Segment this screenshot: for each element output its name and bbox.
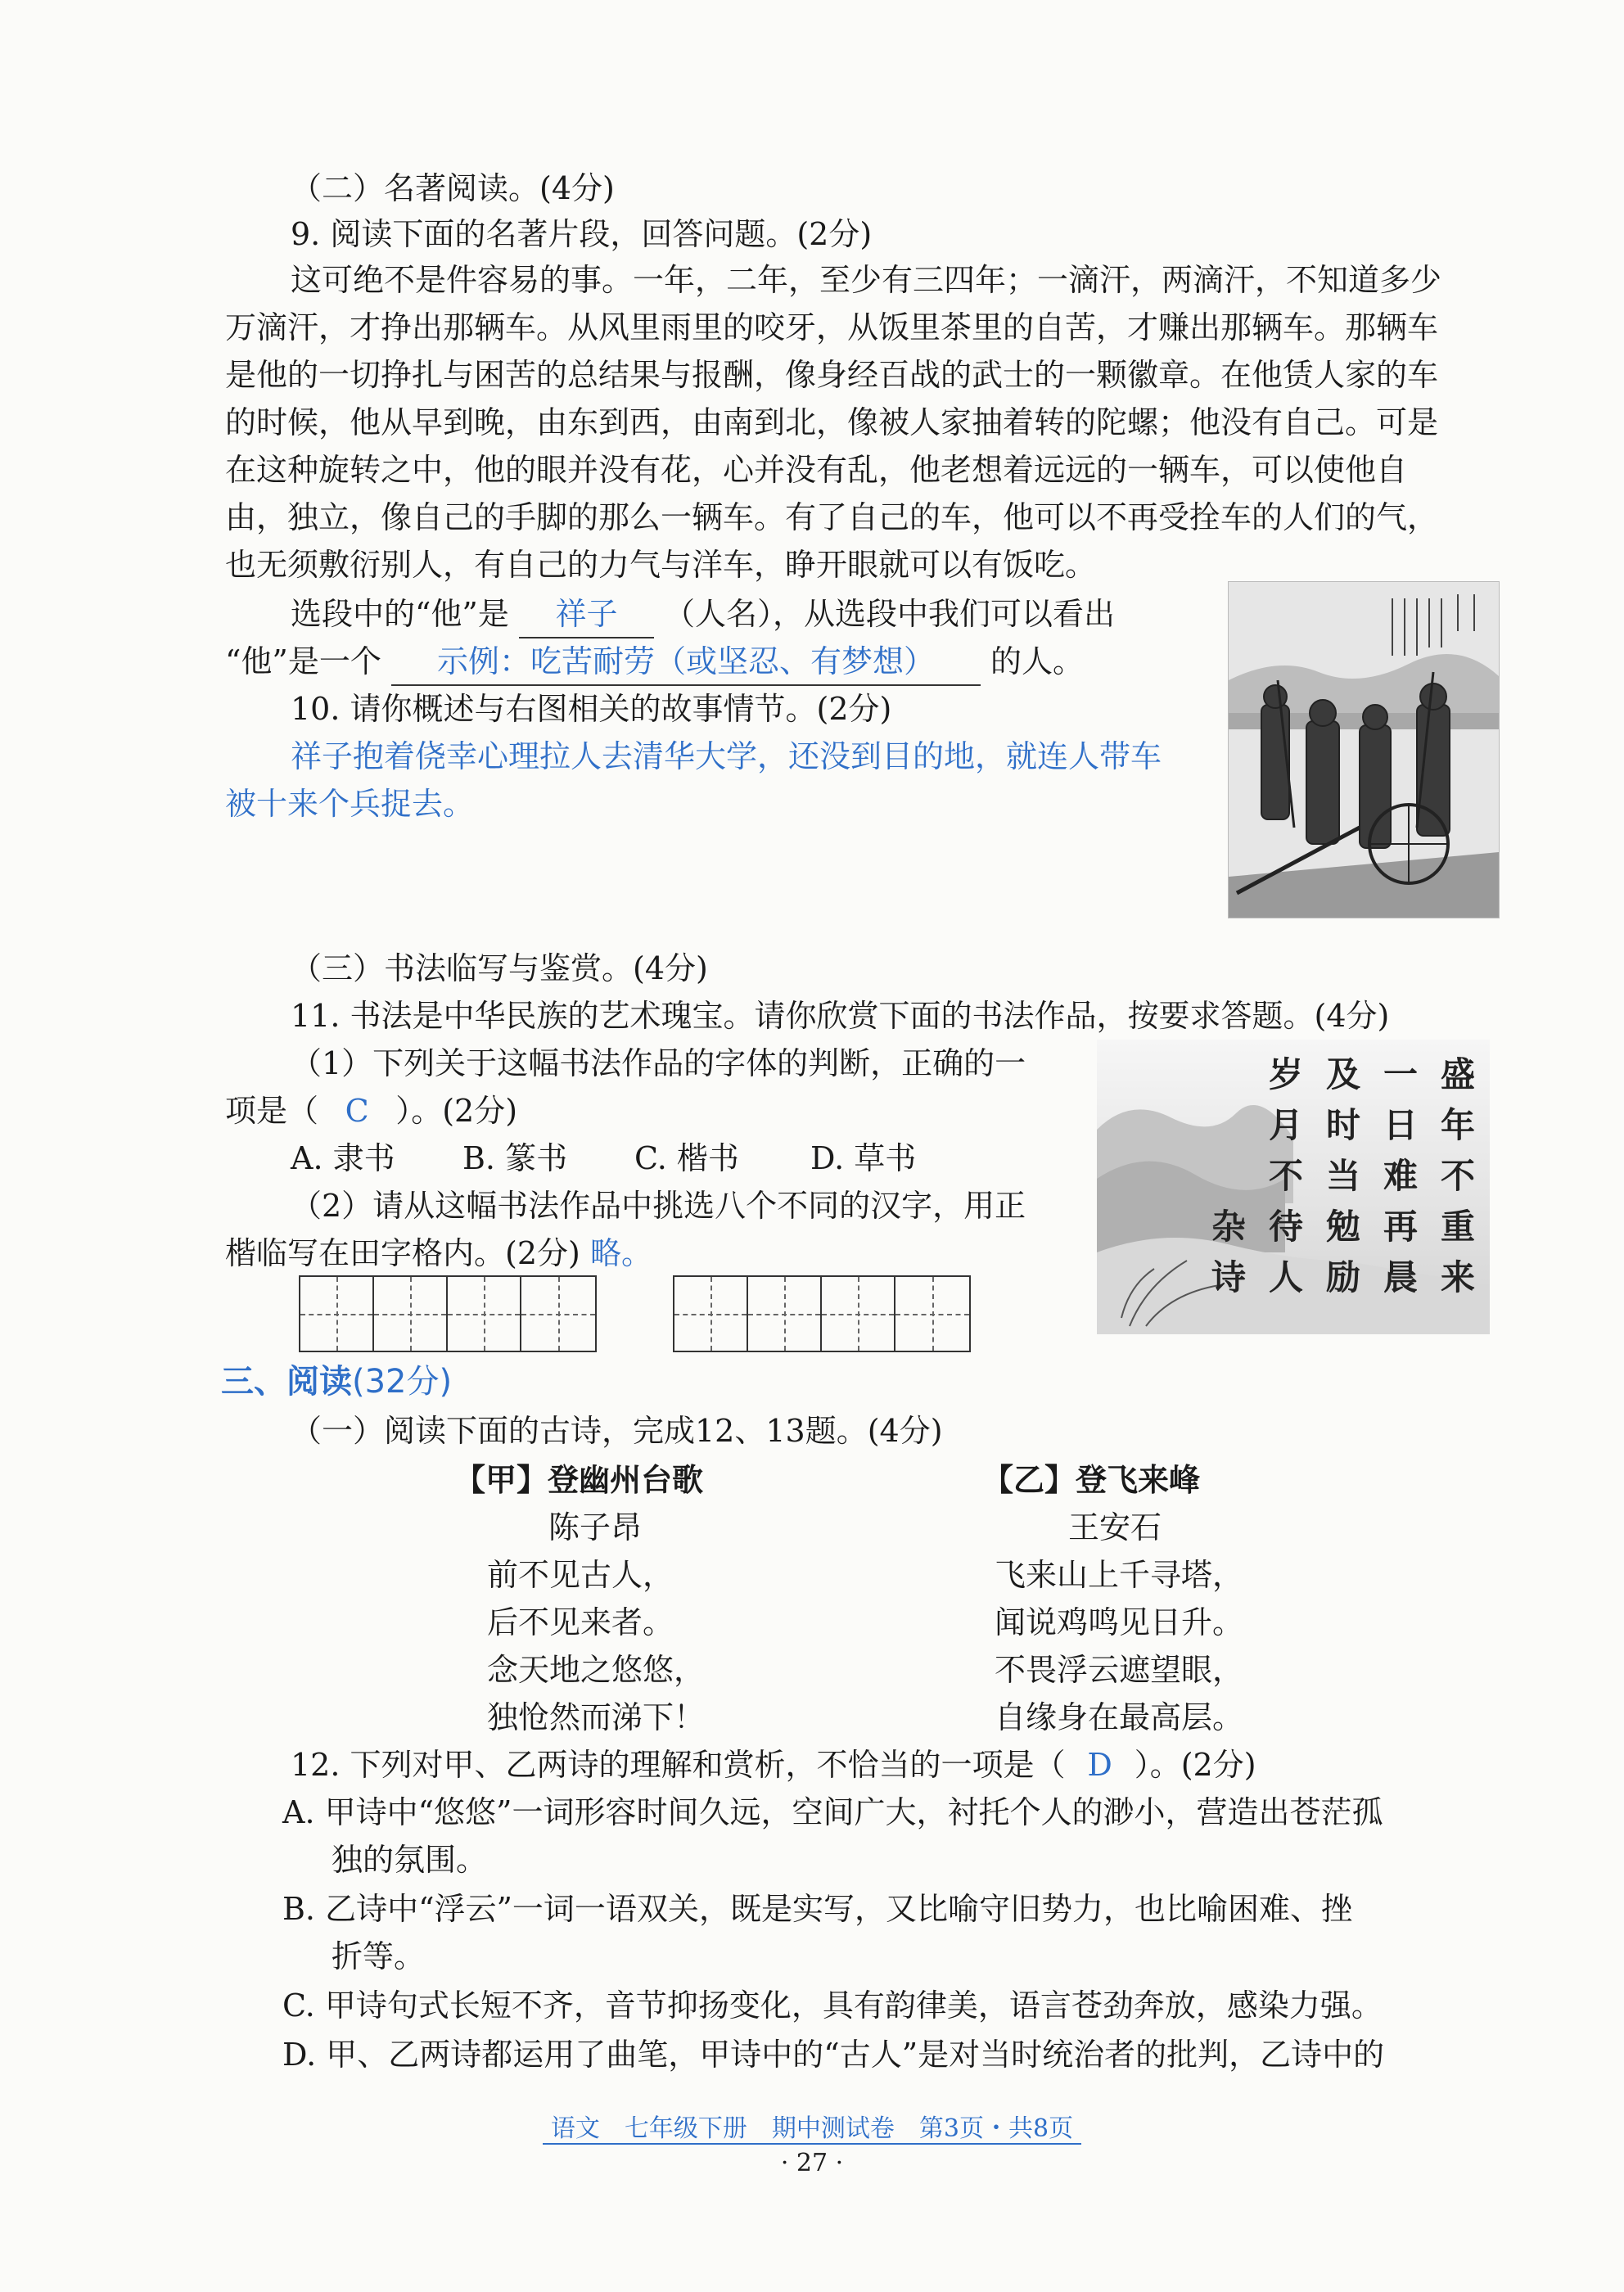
passage-line: 这可绝不是件容易的事。一年，二年，至少有三四年；一滴汗，两滴汗，不知道多少 [291, 262, 1442, 298]
part-3-title: 三、阅读 [221, 1363, 352, 1401]
q11-options [291, 1135, 916, 1181]
q11-1-answer: C [345, 1093, 369, 1129]
grid-cell[interactable] [374, 1277, 448, 1351]
question-11-2-line1: （2）请从这幅书法作品中挑选八个不同的汉字，用正 [291, 1188, 1026, 1224]
passage-line: 是他的一切挣扎与困苦的总结果与报酬，像身经百战的武士的一颗徽章。在他赁人家的车 [225, 357, 1439, 393]
q9b-answer: 示例：吃苦耐劳（或坚忍、有梦想） [391, 638, 981, 686]
calligraphy-char: 人 [1269, 1257, 1304, 1297]
calligraphy-char: 励 [1326, 1257, 1361, 1297]
grid-cell[interactable] [748, 1277, 822, 1351]
part-3-heading [221, 1359, 452, 1405]
passage-line: 也无须敷衍别人，有自己的力气与洋车，睁开眼就可以有饭吃。 [225, 547, 1097, 583]
grid-cell[interactable] [674, 1277, 748, 1351]
grid-cell[interactable] [448, 1277, 521, 1351]
calligraphy-signature: 诗 [1211, 1257, 1247, 1297]
option-d: D. 草书 [810, 1140, 917, 1176]
q12-option-a: A. 甲诗中“悠悠”一词形容时间久远，空间广大，衬托个人的渺小，营造出苍茫孤 [282, 1794, 1383, 1830]
poem-a-line: 后不见来者。 [487, 1604, 674, 1640]
q10-answer-line: 祥子抱着侥幸心理拉人去清华大学，还没到目的地，就连人带车 [291, 738, 1162, 774]
calligraphy-char: 月 [1269, 1105, 1304, 1145]
poem-b-author: 王安石 [1068, 1509, 1162, 1545]
passage-line: 的时候，他从早到晚，由东到西，由南到北，像被人家抽着转的陀螺；他没有自己。可是 [225, 404, 1439, 440]
grid-cell[interactable] [822, 1277, 895, 1351]
passage-line: 在这种旋转之中，他的眼并没有花，心并没有乱，他老想着远远的一辆车，可以使他自 [225, 452, 1408, 488]
poem-a-line: 念天地之悠悠， [487, 1652, 706, 1688]
calligraphy-char: 盛 [1441, 1054, 1476, 1094]
calligraphy-char: 日 [1383, 1105, 1419, 1145]
q9b-suffix: 的人。 [990, 643, 1085, 679]
calligraphy-char: 勉 [1326, 1207, 1361, 1247]
poem-a-title: 【甲】登幽州台歌 [454, 1462, 704, 1498]
question-11-1-line2 [225, 1088, 517, 1134]
option-b: B. 篆书 [462, 1140, 568, 1176]
grid-cell[interactable] [300, 1277, 374, 1351]
passage-line: 万滴汗，才挣出那辆车。从风里雨里的咬牙，从饭里茶里的自苦，才赚出那辆车。那辆车 [225, 309, 1439, 345]
q11-1-suffix: ）。(2分) [395, 1093, 518, 1129]
calligraphy-char: 重 [1441, 1207, 1476, 1247]
calligraphy-artwork [1097, 1040, 1490, 1334]
q12-option-b-cont: 折等。 [332, 1938, 426, 1974]
option-a: A. 隶书 [291, 1140, 395, 1176]
question-9-part-b [225, 638, 1084, 686]
q11-2-text: 楷临写在田字格内。(2分) [225, 1235, 580, 1271]
section-heading-famous-works: （二）名著阅读。(4分) [291, 170, 615, 206]
story-illustration [1228, 581, 1500, 918]
q12-prefix: 12. 下列对甲、乙两诗的理解和赏析，不恰当的一项是（ [291, 1747, 1066, 1783]
tianzige-grid-left[interactable] [299, 1275, 597, 1352]
q12-answer: D [1087, 1747, 1112, 1783]
calligraphy-char: 不 [1441, 1156, 1476, 1196]
q11-1-prefix: 项是（ [225, 1093, 319, 1129]
calligraphy-char: 再 [1383, 1207, 1419, 1247]
option-c: C. 楷书 [634, 1140, 739, 1176]
calligraphy-char: 岁 [1269, 1054, 1304, 1094]
calligraphy-char: 当 [1326, 1156, 1361, 1196]
q9b-prefix: “他”是一个 [225, 643, 381, 679]
q12-suffix: ）。(2分) [1134, 1747, 1256, 1783]
poem-a-author: 陈子昂 [548, 1509, 643, 1545]
calligraphy-char: 一 [1383, 1054, 1419, 1094]
q12-option-a-cont: 独的氛围。 [332, 1842, 488, 1878]
calligraphy-char: 年 [1441, 1105, 1476, 1145]
section-heading-calligraphy: （三）书法临写与鉴赏。(4分) [291, 950, 708, 986]
q12-option-b: B. 乙诗中“浮云”一词一语双关，既是实写，又比喻守旧势力，也比喻困难、挫 [282, 1891, 1352, 1927]
reading-sub-1: （一）阅读下面的古诗，完成12、13题。(4分) [291, 1413, 943, 1449]
question-9-part-a [291, 591, 1115, 638]
poem-a-line: 独怆然而涕下！ [487, 1699, 706, 1735]
poem-a-line: 前不见古人， [487, 1557, 674, 1593]
q12-option-c: C. 甲诗句式长短不齐，音节抑扬变化，具有韵律美，语言苍劲奔放，感染力强。 [282, 1987, 1383, 2024]
footer-info-text: 语文 七年级下册 期中测试卷 第3页・共8页 [543, 2114, 1081, 2145]
rickshaw-soldiers-drawing [1229, 582, 1499, 918]
question-11-1-line1: （1）下列关于这幅书法作品的字体的判断，正确的一 [291, 1045, 1026, 1081]
part-3-points: (32分) [352, 1363, 453, 1401]
q9a-prefix: 选段中的“他”是 [291, 596, 509, 632]
question-11: 11. 书法是中华民族的艺术瑰宝。请你欣赏下面的书法作品，按要求答题。(4分) [291, 998, 1390, 1034]
calligraphy-signature: 杂 [1211, 1207, 1247, 1247]
q9a-answer: 祥子 [519, 591, 654, 638]
poem-b-title: 【乙】登飞来峰 [982, 1462, 1201, 1498]
q10-answer-line: 被十来个兵捉去。 [225, 786, 475, 822]
grid-cell[interactable] [895, 1277, 969, 1351]
grid-cell[interactable] [521, 1277, 595, 1351]
poem-b-line: 飞来山上千寻塔， [995, 1557, 1244, 1593]
calligraphy-char: 及 [1326, 1054, 1361, 1094]
calligraphy-char: 时 [1326, 1105, 1361, 1145]
q12-option-d: D. 甲、乙两诗都运用了曲笔，甲诗中的“古人”是对当时统治者的批判，乙诗中的 [282, 2037, 1385, 2073]
poem-b-line: 自缘身在最高层。 [995, 1699, 1244, 1735]
footer-info [0, 2108, 1624, 2144]
calligraphy-char: 晨 [1383, 1257, 1419, 1297]
poem-b-line: 不畏浮云遮望眼， [995, 1652, 1244, 1688]
question-12 [291, 1742, 1256, 1788]
tianzige-grid-right[interactable] [673, 1275, 971, 1352]
page-number: · 27 · [780, 2149, 844, 2177]
q9a-suffix: （人名），从选段中我们可以看出 [664, 596, 1116, 632]
calligraphy-char: 来 [1441, 1257, 1476, 1297]
question-10: 10. 请你概述与右图相关的故事情节。(2分) [291, 691, 892, 727]
calligraphy-char: 待 [1269, 1207, 1304, 1247]
passage-line: 由，独立，像自己的手脚的那么一辆车。有了自己的车，他可以不再受拴车的人们的气， [225, 499, 1439, 535]
question-9: 9. 阅读下面的名著片段，回答问题。(2分) [291, 216, 873, 252]
poem-b-line: 闻说鸡鸣见日升。 [995, 1604, 1244, 1640]
calligraphy-char: 不 [1269, 1156, 1304, 1196]
question-11-2-line2 [225, 1230, 652, 1276]
q11-2-answer: 略。 [589, 1235, 652, 1271]
calligraphy-char: 难 [1383, 1156, 1419, 1196]
